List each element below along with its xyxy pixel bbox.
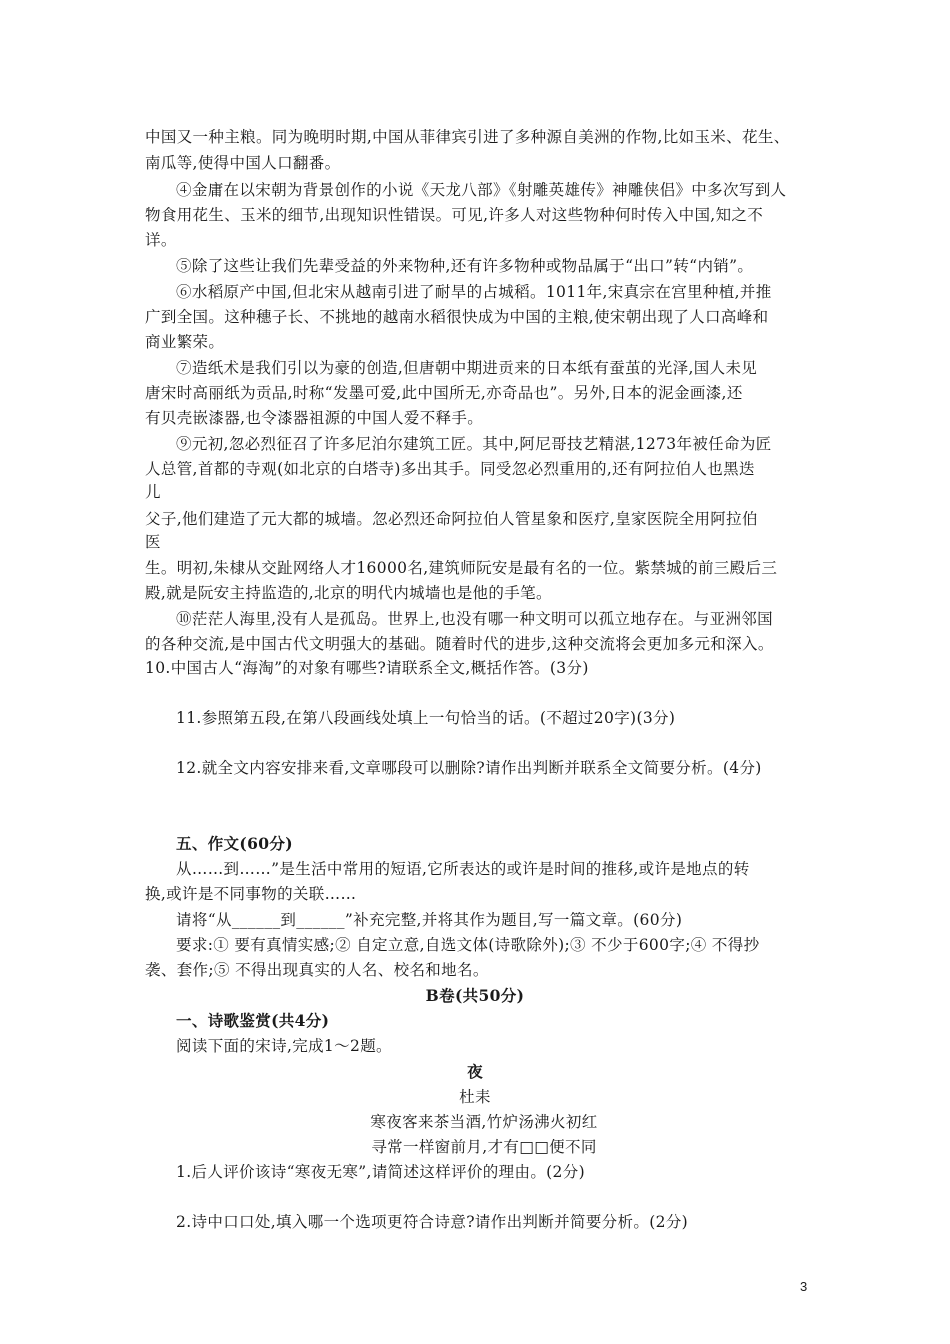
page-number: 3 [800,1279,808,1294]
poem-title: 夜 [467,1062,483,1081]
poem-line-2: 寻常一样窗前月,才有□□便不同 [371,1138,597,1156]
paragraph-3-line-1: 中国又一种主粮。同为晚明时期,中国从菲律宾引进了多种源自美洲的作物,比如玉米、花生、 [145,128,790,146]
paragraph-4-line-1: ④金庸在以宋朝为背景创作的小说《天龙八部》《射雕英雄传》神雕侠侣》中多次写到人 [176,181,787,199]
paragraph-7-line-1: ⑦造纸术是我们引以为豪的创造,但唐朝中期进贡来的日本纸有蚕茧的光泽,国人未见 [176,359,758,377]
paragraph-7-line-2: 唐宋时高丽纸为贡品,时称“发墨可爱,此中国所无,亦奇品也”。另外,日本的泥金画漆,还 [145,384,743,402]
paragraph-6-line-3: 商业繁荣。 [145,333,225,351]
paragraph-3-line-2: 南瓜等,使得中国人口翻番。 [145,154,341,172]
poem-author: 杜耒 [459,1088,491,1106]
paragraph-9-line-7: 殿,就是阮安主持监造的,北京的明代内城墙也是他的手笔。 [145,584,552,602]
paragraph-9-line-3: 儿 [145,483,161,501]
paragraph-6-line-1: ⑥水稻原产中国,但北宋从越南引进了耐旱的占城稻。1011年,宋真宗在宫里种植,并推 [176,283,772,301]
paragraph-9-line-5: 医 [145,533,161,551]
poetry-instruction: 阅读下面的宋诗,完成1～2题。 [176,1037,392,1055]
poem-line-1: 寒夜客来茶当酒,竹炉汤沸火初红 [370,1113,598,1131]
paragraph-9-line-2: 人总管,首都的寺观(如北京的白塔寺)多出其手。同受忽必烈重用的,还有阿拉伯人也黑迭 [145,460,755,478]
paragraph-10-line-2: 的各种交流,是中国古代文明强大的基础。随着时代的进步,这种交流将会更加多元和深入。 [145,635,774,653]
part-b-title: B卷(共50分) [425,986,525,1005]
paragraph-5-line-1: ⑤除了这些让我们先辈受益的外来物种,还有许多物种或物品属于“出口”转“内销”。 [176,257,754,275]
paragraph-9-line-1: ⑨元初,忽必烈征召了许多尼泊尔建筑工匠。其中,阿尼哥技艺精湛,1273年被任命为匠 [176,435,772,453]
paragraph-4-line-2: 物食用花生、玉米的细节,出现知识性错误。可见,许多人对这些物种何时传入中国,知之不 [145,206,764,224]
poetry-section-heading: 一、诗歌鉴赏(共4分) [176,1011,330,1030]
paragraph-9-line-6: 生。明初,朱棣从交趾网络人才16000名,建筑师阮安是最有名的一位。紫禁城的前三殿后三 [145,559,778,577]
poetry-question-1: 1.后人评价该诗“寒夜无寒”,请简述这样评价的理由。(2分) [176,1163,586,1181]
composition-heading: 五、作文(60分) [176,834,293,853]
question-12: 12.就全文内容安排来看,文章哪段可以删除?请作出判断并联系全文简要分析。(4分) [176,759,762,777]
paragraph-6-line-2: 广到全国。这种穗子长、不挑地的越南水稻很快成为中国的主粮,使宋朝出现了人口高峰和 [145,308,769,326]
poetry-question-2: 2.诗中口口处,填入哪一个选项更符合诗意?请作出判断并简要分析。(2分) [176,1213,689,1231]
paragraph-4-line-3: 详。 [145,231,177,249]
question-10: 10.中国古人“海淘”的对象有哪些?请联系全文,概括作答。(3分) [145,659,589,677]
composition-requirements-line-1: 要求:① 要有真情实感;② 自定立意,自选文体(诗歌除外);③ 不少于600字;④ 不得抄 [176,936,760,954]
composition-line-2: 换,或许是不同事物的关联…… [145,885,357,903]
composition-line-3: 请将“从______到______”补充完整,并将其作为题目,写一篇文章。(60分) [176,911,683,929]
composition-line-1: 从……到……”是生活中常用的短语,它所表达的或许是时间的推移,或许是地点的转 [176,860,750,878]
paragraph-7-line-3: 有贝壳嵌漆器,也令漆器祖源的中国人爱不释手。 [145,409,484,427]
composition-requirements-line-2: 袭、套作;⑤ 不得出现真实的人名、校名和地名。 [145,961,489,979]
paragraph-10-line-1: ⑩茫茫人海里,没有人是孤岛。世界上,也没有哪一种文明可以孤立地存在。与亚洲邻国 [176,610,774,628]
question-11: 11.参照第五段,在第八段画线处填上一句恰当的话。(不超过20字)(3分) [176,709,676,727]
paragraph-9-line-4: 父子,他们建造了元大都的城墙。忽必烈还命阿拉伯人管星象和医疗,皇家医院全用阿拉伯 [145,510,758,528]
